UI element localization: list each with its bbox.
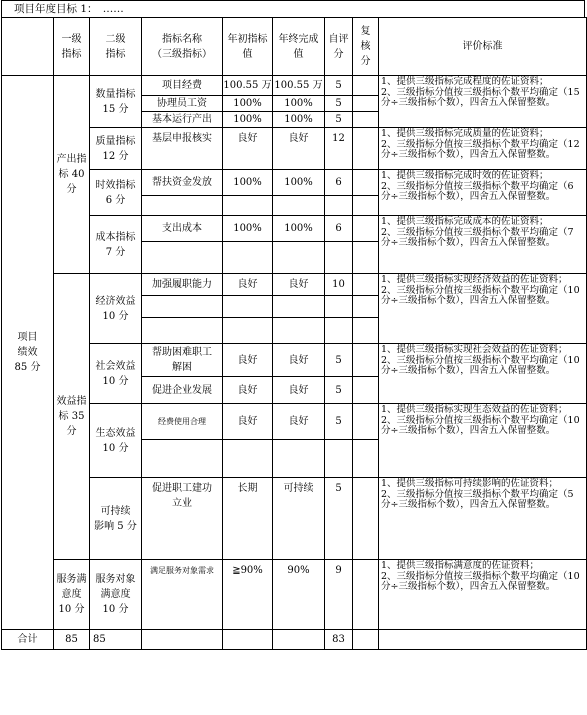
blank-header	[2, 18, 54, 76]
level3-header	[142, 18, 223, 76]
eco-empty-review	[353, 440, 379, 478]
sustain-score: 5	[325, 478, 353, 560]
economic-indicator-text: 经济效益 10 分	[95, 295, 136, 322]
q2-name: 协理员工资	[142, 96, 223, 112]
timeliness-name: 帮扶资金发放	[142, 170, 223, 196]
cost-empty-review	[353, 242, 379, 274]
s2-score: 5	[325, 377, 353, 404]
quality-score: 12	[325, 128, 353, 170]
economic-empty-score-2	[325, 318, 353, 344]
total-level1: 85	[54, 630, 90, 650]
quality-initial: 良好	[223, 128, 273, 170]
economic-empty-initial-1	[223, 296, 273, 318]
q1-score: 5	[325, 76, 353, 96]
economic-empty-name-2	[142, 318, 223, 344]
sustain-indicator-cell	[90, 478, 142, 560]
review-score-header	[353, 18, 379, 76]
q1-initial: 100.55 万	[223, 76, 273, 96]
q3-name: 基本运行产出	[142, 112, 223, 128]
final-header	[273, 18, 325, 76]
economic-score: 10	[325, 274, 353, 296]
timeliness-empty-name	[142, 196, 223, 216]
timeliness-empty-score	[325, 196, 353, 216]
quantity-criteria: 1、提供三级指标完成程度的佐证资料； 2、三级指标分值按三级指标个数平均确定（15 分÷三级指标个数），四舍五入保留整数。	[379, 76, 587, 128]
s1-initial: 良好	[223, 344, 273, 377]
final-header-text: 年终完成 值	[278, 33, 319, 60]
initial-header	[223, 18, 273, 76]
quality-indicator-cell	[90, 128, 142, 170]
timeliness-indicator-text: 时效指标 6 分	[95, 179, 136, 206]
s2-review	[353, 377, 379, 404]
economic-name: 加强履职能力	[142, 274, 223, 296]
sustain-indicator-text: 可持续 影响 5 分	[94, 505, 137, 532]
satis-criteria: 1、提供三级指标满意度的佐证资料； 2、三级指标分值按三级指标个数平均确定（10 分÷三级指标个数），四舍五入保留整数。	[379, 560, 587, 630]
economic-indicator-cell	[90, 274, 142, 344]
cost-empty-final	[273, 242, 325, 274]
cost-empty-score	[325, 242, 353, 274]
level1-header-text: 一级 指标	[61, 33, 82, 60]
q2-review	[353, 96, 379, 112]
level3-header-text: 指标名称 （三级指标）	[152, 33, 212, 60]
project-performance-text: 项目 绩效 85 分	[14, 332, 41, 373]
eco-indicator-text: 生态效益 10 分	[95, 427, 136, 454]
cost-criteria: 1、提供三级指标完成成本的佐证资料； 2、三级指标分值按三级指标个数平均确定（7 分÷三级指标个数），四舍五入保留整数。	[379, 216, 587, 274]
criteria-header: 评价标准	[379, 18, 587, 76]
total-score: 83	[325, 630, 353, 650]
q3-review	[353, 112, 379, 128]
satis-review	[353, 560, 379, 630]
s2-name: 促进企业发展	[142, 377, 223, 404]
total-empty-5	[379, 630, 587, 650]
total-empty-1	[142, 630, 223, 650]
project-goal-line: 项目年度目标 1： ……	[1, 0, 585, 18]
timeliness-indicator-cell	[90, 170, 142, 216]
level2-header	[90, 18, 142, 76]
quality-final: 良好	[273, 128, 325, 170]
satisfaction-indicator-text: 服务满 意度 10 分	[56, 574, 87, 615]
economic-initial: 良好	[223, 274, 273, 296]
satis-indicator-cell	[90, 560, 142, 630]
review-score-header-text: 复 核 分	[360, 26, 371, 67]
benefit-indicator-text: 效益指 标 35 分	[56, 396, 87, 437]
total-level2: 85	[90, 630, 142, 650]
social-criteria: 1、提供三级指标实现社会效益的佐证资料； 2、三级指标分值按三级指标个数平均确定（10 分÷三级指标个数），四舍五入保留整数。	[379, 344, 587, 404]
project-performance-cell	[2, 76, 54, 630]
economic-empty-score-1	[325, 296, 353, 318]
economic-review	[353, 274, 379, 296]
quantity-indicator-text: 数量指标 15 分	[95, 88, 136, 115]
eco-score: 5	[325, 404, 353, 440]
eco-empty-name	[142, 440, 223, 478]
evaluation-table	[1, 17, 587, 650]
economic-empty-final-2	[273, 318, 325, 344]
q3-final: 100%	[273, 112, 325, 128]
s1-name	[142, 344, 223, 377]
total-empty-3	[273, 630, 325, 650]
s1-review	[353, 344, 379, 377]
social-indicator-text: 社会效益 10 分	[95, 360, 136, 387]
q3-initial: 100%	[223, 112, 273, 128]
cost-indicator-cell	[90, 216, 142, 274]
timeliness-empty-final	[273, 196, 325, 216]
q1-name: 项目经费	[142, 76, 223, 96]
timeliness-empty-initial	[223, 196, 273, 216]
satis-initial: ≧90%	[223, 560, 273, 630]
output-indicator-cell	[54, 76, 90, 274]
level1-header	[54, 18, 90, 76]
satis-name: 满足服务对象需求	[142, 560, 223, 630]
economic-empty-review-2	[353, 318, 379, 344]
sustain-name-text: 促进职工建功 立业	[152, 483, 212, 509]
s1-score: 5	[325, 344, 353, 377]
cost-indicator-text: 成本指标 7 分	[95, 231, 136, 258]
quality-review	[353, 128, 379, 170]
total-empty-2	[223, 630, 273, 650]
s2-initial: 良好	[223, 377, 273, 404]
social-indicator-cell	[90, 344, 142, 404]
economic-empty-name-1	[142, 296, 223, 318]
satisfaction-indicator-cell	[54, 560, 90, 630]
quality-criteria: 1、提供三级指标完成质量的佐证资料； 2、三级指标分值按三级指标个数平均确定（12 分÷三级指标个数），四舍五入保留整数。	[379, 128, 587, 170]
economic-empty-initial-2	[223, 318, 273, 344]
cost-initial: 100%	[223, 216, 273, 242]
output-indicator-text: 产出指 标 40 分	[56, 154, 87, 195]
economic-criteria: 1、提供三级指标实现经济效益的佐证资料； 2、三级指标分值按三级指标个数平均确定（10 分÷三级指标个数），四舍五入保留整数。	[379, 274, 587, 344]
s1-name-text: 帮助困难职工 解困	[152, 347, 212, 373]
benefit-indicator-cell	[54, 274, 90, 560]
eco-empty-final	[273, 440, 325, 478]
timeliness-score: 6	[325, 170, 353, 196]
satis-score: 9	[325, 560, 353, 630]
s2-final: 良好	[273, 377, 325, 404]
q1-final: 100.55 万	[273, 76, 325, 96]
q2-final: 100%	[273, 96, 325, 112]
total-empty-4	[353, 630, 379, 650]
q1-review	[353, 76, 379, 96]
eco-indicator-cell	[90, 404, 142, 478]
eco-review	[353, 404, 379, 440]
sustain-initial: 长期	[223, 478, 273, 560]
eco-name: 经费使用合理	[142, 404, 223, 440]
q2-score: 5	[325, 96, 353, 112]
cost-score: 6	[325, 216, 353, 242]
total-label: 合计	[2, 630, 54, 650]
eco-initial: 良好	[223, 404, 273, 440]
sustain-final: 可持续	[273, 478, 325, 560]
sustain-criteria: 1、提供三级指标可持续影响的佐证资料； 2、三级指标分值按三级指标个数平均确定（5 分÷三级指标个数），四舍五入保留整数。	[379, 478, 587, 560]
economic-empty-review-1	[353, 296, 379, 318]
self-score-header	[325, 18, 353, 76]
timeliness-criteria: 1、提供三级指标完成时效的佐证资料； 2、三级指标分值按三级指标个数平均确定（6 分÷三级指标个数），四舍五入保留整数。	[379, 170, 587, 216]
initial-header-text: 年初指标 值	[227, 33, 268, 60]
eco-empty-score	[325, 440, 353, 478]
satis-indicator-text: 服务对象 满意度 10 分	[95, 574, 136, 615]
satis-final: 90%	[273, 560, 325, 630]
quality-indicator-text: 质量指标 12 分	[95, 135, 136, 162]
quantity-indicator-cell	[90, 76, 142, 128]
economic-final: 良好	[273, 274, 325, 296]
cost-final: 100%	[273, 216, 325, 242]
q2-initial: 100%	[223, 96, 273, 112]
sustain-name	[142, 478, 223, 560]
timeliness-final: 100%	[273, 170, 325, 196]
timeliness-empty-review	[353, 196, 379, 216]
cost-name: 支出成本	[142, 216, 223, 242]
eco-criteria: 1、提供三级指标实现生态效益的佐证资料； 2、三级指标分值按三级指标个数平均确定（10 分÷三级指标个数），四舍五入保留整数。	[379, 404, 587, 478]
timeliness-review	[353, 170, 379, 196]
eco-final: 良好	[273, 404, 325, 440]
cost-empty-name	[142, 242, 223, 274]
level2-header-text: 二级 指标	[105, 33, 126, 60]
self-score-header-text: 自评 分	[328, 33, 349, 60]
economic-empty-final-1	[273, 296, 325, 318]
cost-empty-initial	[223, 242, 273, 274]
sustain-review	[353, 478, 379, 560]
cost-review	[353, 216, 379, 242]
q3-score: 5	[325, 112, 353, 128]
quality-name: 基层申报核实	[142, 128, 223, 170]
timeliness-initial: 100%	[223, 170, 273, 196]
s1-final: 良好	[273, 344, 325, 377]
eco-empty-initial	[223, 440, 273, 478]
